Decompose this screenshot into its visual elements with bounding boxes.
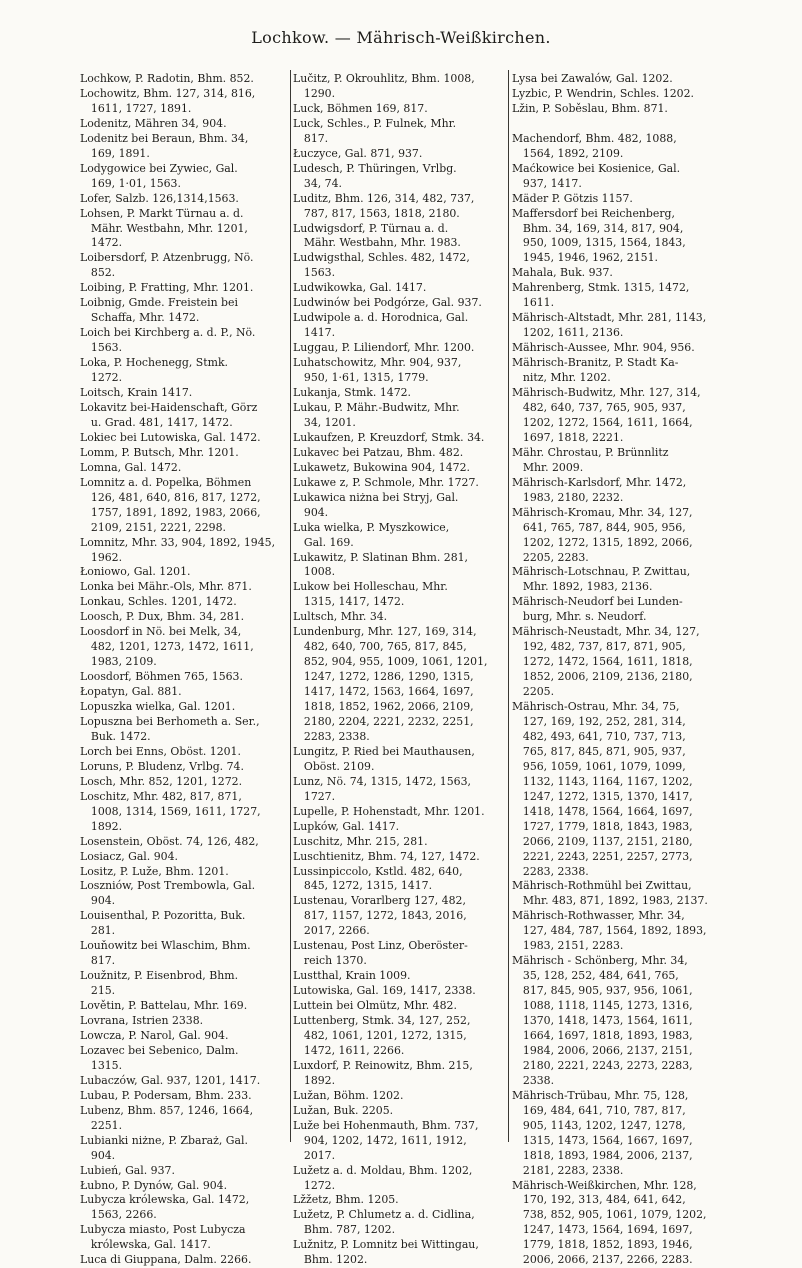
index-line: Lužnitz, P. Lomnitz bei Wittingau,	[293, 1238, 479, 1252]
index-line: Mährisch-Aussee, Mhr. 904, 956.	[512, 341, 695, 355]
index-line: Mährisch-Rothwasser, Mhr. 34,	[512, 909, 685, 923]
index-line: Luca di Giuppana, Dalm. 2266.	[80, 1253, 252, 1267]
index-line: Lustenau, Post Linz, Oberöster-	[293, 939, 468, 953]
index-line: 852.	[80, 266, 116, 280]
index-line: 2205, 2283.	[512, 550, 589, 564]
index-line: 2066, 2109, 1137, 2151, 2180,	[512, 834, 693, 848]
index-line: Loszniów, Post Trembowla, Gal.	[80, 879, 256, 893]
page-title: Lochkow. — Mährisch-Weißkirchen.	[251, 28, 551, 47]
index-line: Mährisch-Branitz, P. Stadt Ka-	[512, 356, 679, 370]
index-line: Loich bei Kirchberg a. d. P., Nö.	[80, 326, 256, 340]
index-line: 482, 493, 641, 710, 737, 713,	[512, 729, 686, 743]
index-line: Luttein bei Olmütz, Mhr. 482.	[293, 999, 457, 1013]
index-line: Lukau, P. Mähr.-Budwitz, Mhr.	[293, 400, 460, 414]
index-line: 1563.	[80, 341, 123, 355]
index-line: Machendorf, Bhm. 482, 1088,	[512, 131, 677, 145]
index-line: Lužetz a. d. Moldau, Bhm. 1202,	[293, 1163, 473, 1177]
index-line: Lubianki niżne, P. Zbaraż, Gal.	[80, 1133, 248, 1147]
index-line: Mährisch-Budwitz, Mhr. 127, 314,	[512, 386, 701, 400]
index-line: Lustenau, Vorarlberg 127, 482,	[293, 894, 466, 908]
index-line: Łopatyn, Gal. 881.	[80, 685, 182, 699]
index-line: Lupków, Gal. 1417.	[293, 819, 400, 833]
index-line: 2205.	[512, 685, 555, 699]
index-line: 817.	[80, 954, 116, 968]
index-line: 904, 1202, 1472, 1611, 1912,	[293, 1133, 467, 1147]
index-line: 1983, 2180, 2232.	[512, 490, 624, 504]
index-line: 482, 640, 737, 765, 905, 937,	[512, 400, 686, 414]
index-line: Maćkowice bei Kosienice, Gal.	[512, 161, 681, 175]
index-line: Lubau, P. Podersam, Bhm. 233.	[80, 1088, 252, 1102]
index-line: 1984, 2006, 2066, 2137, 2151,	[512, 1043, 693, 1057]
index-line: 2221, 2243, 2251, 2257, 2773,	[512, 849, 693, 863]
index-line: 1779, 1818, 1852, 1893, 1946,	[512, 1238, 693, 1252]
index-line: Luttenberg, Stmk. 34, 127, 252,	[293, 1014, 471, 1028]
index-line: Lubaczów, Gal. 937, 1201, 1417.	[80, 1073, 261, 1087]
index-line: 1290.	[293, 86, 336, 100]
index-line: 1247, 1272, 1315, 1370, 1417,	[512, 789, 693, 803]
index-line: Loruns, P. Bludenz, Vrlbg. 74.	[80, 759, 244, 773]
index-line: Lustthal, Krain 1009.	[293, 969, 411, 983]
index-line: 34, 1201.	[293, 415, 356, 429]
index-line: 1315, 1473, 1564, 1667, 1697,	[512, 1133, 693, 1147]
index-line: 215.	[80, 984, 116, 998]
index-line: Luck, Schles., P. Fulnek, Mhr.	[293, 116, 457, 130]
index-line: Lžin, P. Soběslau, Bhm. 871.	[512, 101, 668, 115]
index-line: Mährisch - Schönberg, Mhr. 34,	[512, 954, 688, 968]
index-line: Mährisch-Lotschnau, P. Zwittau,	[512, 565, 691, 579]
index-line: Lukawetz, Bukowina 904, 1472.	[293, 460, 470, 474]
index-line: Lodygowice bei Zywiec, Gal.	[80, 161, 238, 175]
index-line: Louňowitz bei Wlaschim, Bhm.	[80, 939, 251, 953]
index-line: 1315.	[80, 1058, 123, 1072]
index-line: Maffersdorf bei Reichenberg,	[512, 206, 675, 220]
index-line: 482, 640, 700, 765, 817, 845,	[293, 640, 467, 654]
index-line: 1892.	[80, 819, 123, 833]
index-line: Mährisch-Neudorf bei Lunden-	[512, 595, 683, 609]
index-line: Lukawitz, P. Slatinan Bhm. 281,	[293, 550, 469, 564]
index-line: Mährisch-Kromau, Mhr. 34, 127,	[512, 505, 693, 519]
index-line: Lochowitz, Bhm. 127, 314, 816,	[80, 86, 256, 100]
index-line: Bhm. 1202.	[293, 1253, 368, 1267]
index-line: Mährisch-Altstadt, Mhr. 281, 1143,	[512, 311, 707, 325]
index-line: Luhatschowitz, Mhr. 904, 937,	[293, 356, 462, 370]
index-line: 1202, 1272, 1315, 1892, 2066,	[512, 535, 693, 549]
index-line: Lutowiska, Gal. 169, 1417, 2338.	[293, 984, 476, 998]
index-line	[512, 117, 757, 132]
index-line: 1272.	[80, 371, 123, 385]
index-line: 765, 817, 845, 871, 905, 937,	[512, 744, 686, 758]
index-line: 817.	[293, 131, 329, 145]
index-line: 1472, 1611, 2266.	[293, 1043, 405, 1057]
index-line: 641, 765, 787, 844, 905, 956,	[512, 520, 686, 534]
index-line: 127, 169, 192, 252, 281, 314,	[512, 714, 686, 728]
index-line: 169, 1891.	[80, 146, 150, 160]
index-line: Mährisch-Neustadt, Mhr. 34, 127,	[512, 625, 700, 639]
index-line: 169, 1·01, 1563.	[80, 176, 181, 190]
index-line: Lžžetz, Bhm. 1205.	[293, 1193, 399, 1207]
index-line: Bhm. 787, 1202.	[293, 1223, 396, 1237]
index-line: Loosdorf in Nö. bei Melk, 34,	[80, 625, 242, 639]
index-line: 170, 192, 313, 484, 641, 642,	[512, 1193, 686, 1207]
index-line: Loosch, P. Dux, Bhm. 34, 281.	[80, 610, 245, 624]
index-line: 1132, 1143, 1164, 1167, 1202,	[512, 774, 693, 788]
index-line: 126, 481, 640, 816, 817, 1272,	[80, 490, 261, 504]
index-line: 1563, 2266.	[80, 1208, 157, 1222]
index-line: Lukow bei Holleschau, Mhr.	[293, 580, 448, 594]
index-line: 845, 1272, 1315, 1417.	[293, 879, 433, 893]
index-line: 904.	[80, 1148, 116, 1162]
index-line: u. Grad. 481, 1417, 1472.	[80, 415, 233, 429]
index-line: Lokavitz bei-Haidenschaft, Görz	[80, 400, 258, 414]
index-line: 1088, 1118, 1145, 1273, 1316,	[512, 999, 693, 1013]
index-line: 1370, 1418, 1473, 1564, 1611,	[512, 1014, 693, 1028]
index-line: Lužan, Buk. 2205.	[293, 1103, 394, 1117]
index-line: Lubenz, Bhm. 857, 1246, 1664,	[80, 1103, 254, 1117]
index-line: Lubycza królewska, Gal. 1472,	[80, 1193, 250, 1207]
index-line: 1983, 2109.	[80, 655, 157, 669]
index-line: Lunz, Nö. 74, 1315, 1472, 1563,	[293, 774, 471, 788]
index-line: 2338.	[512, 1073, 555, 1087]
index-line: 2017, 2266.	[293, 924, 370, 938]
index-line: 1202, 1611, 2136.	[512, 326, 624, 340]
index-line: Luschitz, Mhr. 215, 281.	[293, 834, 428, 848]
index-line: Lozavec bei Sebenico, Dalm.	[80, 1043, 239, 1057]
index-line: Lužan, Böhm. 1202.	[293, 1088, 404, 1102]
index-line: Lodenitz, Mähren 34, 904.	[80, 116, 227, 130]
index-line: 35, 128, 252, 484, 641, 765,	[512, 969, 679, 983]
index-line: Bhm. 34, 169, 314, 817, 904,	[512, 221, 684, 235]
index-line: Losiacz, Gal. 904.	[80, 849, 178, 863]
index-line: Lowcza, P. Narol, Gal. 904.	[80, 1029, 229, 1042]
index-line: 1727.	[293, 789, 336, 803]
index-line: 34, 74.	[293, 176, 342, 190]
index-line: Lodenitz bei Beraun, Bhm. 34,	[80, 131, 249, 145]
index-line: 1757, 1891, 1892, 1983, 2066,	[80, 505, 261, 519]
index-line: Lovrana, Istrien 2338.	[80, 1014, 204, 1028]
index-line: Louisenthal, P. Pozoritta, Buk.	[80, 909, 246, 923]
index-line: Łoniowo, Gal. 1201.	[80, 565, 191, 579]
index-line: 2109, 2151, 2221, 2298.	[80, 520, 226, 534]
index-line: 1417.	[293, 326, 336, 340]
index-column-left	[80, 72, 318, 1268]
index-line: Ludwigsthal, Schles. 482, 1472,	[293, 251, 470, 265]
index-line: Mhr. 1892, 1983, 2136.	[512, 580, 653, 594]
index-line: 2180, 2204, 2221, 2232, 2251,	[293, 714, 474, 728]
index-line: Lučitz, P. Okrouhlitz, Bhm. 1008,	[293, 72, 475, 85]
index-line: Lopuszna bei Berhometh a. Ser.,	[80, 714, 260, 728]
index-line: 950, 1009, 1315, 1564, 1843,	[512, 236, 686, 250]
index-line: 1563.	[293, 266, 336, 280]
index-line: Lysa bei Zawalów, Gal. 1202.	[512, 72, 673, 85]
index-line: 1417, 1472, 1563, 1664, 1697,	[293, 685, 474, 699]
index-line: Mähr. Westbahn, Mhr. 1201,	[80, 221, 248, 235]
index-line: Mährisch-Ostrau, Mhr. 34, 75,	[512, 700, 680, 714]
index-line: 1664, 1697, 1818, 1893, 1983,	[512, 1029, 693, 1042]
index-line: Lukanja, Stmk. 1472.	[293, 386, 412, 400]
index-line: 787, 817, 1563, 1818, 2180.	[293, 206, 460, 220]
index-line: Loitsch, Krain 1417.	[80, 386, 193, 400]
index-line: Lositz, P. Luže, Bhm. 1201.	[80, 864, 229, 878]
index-line: Ludwinów bei Podgórze, Gal. 937.	[293, 296, 482, 310]
index-line: Loibing, P. Fratting, Mhr. 1201.	[80, 281, 254, 295]
index-line: 904.	[293, 505, 329, 519]
index-line: reich 1370.	[293, 954, 367, 968]
index-line: Lussinpiccolo, Kstld. 482, 640,	[293, 864, 463, 878]
index-line: Ludwikowka, Gal. 1417.	[293, 281, 427, 295]
index-line: Mährisch-Rothmühl bei Zwittau,	[512, 879, 692, 893]
index-column-right	[512, 72, 757, 1268]
index-line: 1611.	[512, 296, 555, 310]
index-line: Loibersdorf, P. Atzenbrugg, Nö.	[80, 251, 254, 265]
index-line: 127, 484, 787, 1564, 1892, 1893,	[512, 924, 707, 938]
index-line: Lofer, Salzb. 126,1314,1563.	[80, 191, 239, 205]
index-line: Lomna, Gal. 1472.	[80, 460, 182, 474]
index-line: 1247, 1473, 1564, 1694, 1697,	[512, 1223, 693, 1237]
index-line: Loosdorf, Böhmen 765, 1563.	[80, 670, 243, 684]
index-line: 2283, 2338.	[512, 864, 589, 878]
index-line: Lochkow, P. Radotin, Bhm. 852.	[80, 72, 254, 85]
index-line: Lovětin, P. Battelau, Mhr. 169.	[80, 999, 248, 1013]
index-line: Mhr. 483, 871, 1892, 1983, 2137.	[512, 894, 708, 908]
index-line: 817, 1157, 1272, 1843, 2016,	[293, 909, 467, 923]
index-line: Lužetz, P. Chlumetz a. d. Cidlina,	[293, 1208, 475, 1222]
index-line: 956, 1059, 1061, 1079, 1099,	[512, 759, 686, 773]
index-line: 482, 1201, 1273, 1472, 1611,	[80, 640, 254, 654]
index-line: 950, 1·61, 1315, 1779.	[293, 371, 429, 385]
index-line: Buk. 1472.	[80, 729, 151, 743]
index-line: 905, 1143, 1202, 1247, 1278,	[512, 1118, 686, 1132]
index-line: Lomnitz, Mhr. 33, 904, 1892, 1945,	[80, 535, 276, 549]
index-line: Lubień, Gal. 937.	[80, 1163, 175, 1177]
index-line: Lukavec bei Patzau, Bhm. 482.	[293, 445, 464, 459]
index-line: Luggau, P. Liliendorf, Mhr. 1200.	[293, 341, 475, 355]
index-line: Lultsch, Mhr. 34.	[293, 610, 388, 624]
index-line: królewska, Gal. 1417.	[80, 1238, 211, 1252]
index-line: 1272.	[293, 1178, 336, 1192]
index-line: 1008, 1314, 1569, 1611, 1727,	[80, 804, 261, 818]
index-line: Lonkau, Schles. 1201, 1472.	[80, 595, 237, 609]
index-line: Lupelle, P. Hohenstadt, Mhr. 1201.	[293, 804, 485, 818]
index-line: Loschitz, Mhr. 482, 817, 871,	[80, 789, 242, 803]
index-line: Lyzbic, P. Wendrin, Schles. 1202.	[512, 86, 695, 100]
index-line: 1818, 1852, 1962, 2066, 2109,	[293, 700, 474, 714]
index-line: nitz, Mhr. 1202.	[512, 371, 611, 385]
index-line: Lubycza miasto, Post Lubycza	[80, 1223, 246, 1237]
index-line: 1247, 1272, 1286, 1290, 1315,	[293, 670, 474, 684]
index-line: Lukaufzen, P. Kreuzdorf, Stmk. 34.	[293, 430, 485, 444]
index-line: 1272, 1472, 1564, 1611, 1818,	[512, 655, 693, 669]
index-line: Mahrenberg, Stmk. 1315, 1472,	[512, 281, 690, 295]
index-line: 1472.	[80, 236, 123, 250]
index-line: Luže bei Hohenmauth, Bhm. 737,	[293, 1118, 479, 1132]
index-line: 1202, 1272, 1564, 1611, 1664,	[512, 415, 693, 429]
index-line: 1315, 1417, 1472.	[293, 595, 405, 609]
index-line: Luck, Böhmen 169, 817.	[293, 101, 428, 115]
index-line: burg, Mhr. s. Neudorf.	[512, 610, 647, 624]
index-line: 2017.	[293, 1148, 336, 1162]
index-line: 2283, 2338.	[293, 729, 370, 743]
index-line: 1697, 1818, 2221.	[512, 430, 624, 444]
index-line: Loužnitz, P. Eisenbrod, Bhm.	[80, 969, 239, 983]
index-column-middle	[293, 72, 505, 1268]
index-line: Oböst. 2109.	[293, 759, 375, 773]
index-line: 192, 482, 737, 817, 871, 905,	[512, 640, 686, 654]
index-line: 1564, 1892, 2109.	[512, 146, 624, 160]
index-line: Lundenburg, Mhr. 127, 169, 314,	[293, 625, 477, 639]
index-line: Loibnig, Gmde. Freistein bei	[80, 296, 238, 310]
index-line: 1727, 1779, 1818, 1843, 1983,	[512, 819, 693, 833]
index-line: Ludwigsdorf, P. Türnau a. d.	[293, 221, 449, 235]
index-line: 482, 1061, 1201, 1272, 1315,	[293, 1029, 467, 1042]
index-line: 1418, 1478, 1564, 1664, 1697,	[512, 804, 693, 818]
index-line: 2181, 2283, 2338.	[512, 1163, 624, 1177]
index-line: 1852, 2006, 2109, 2136, 2180,	[512, 670, 693, 684]
index-line: Łuczyce, Gal. 871, 937.	[293, 146, 423, 160]
index-line: 1945, 1946, 1962, 2151.	[512, 251, 658, 265]
index-line: Luxdorf, P. Reinowitz, Bhm. 215,	[293, 1058, 473, 1072]
index-line: 1892.	[293, 1073, 336, 1087]
index-line: Lopuszka wielka, Gal. 1201.	[80, 700, 236, 714]
index-line: Mhr. 2009.	[512, 460, 584, 474]
column-divider-right	[508, 70, 509, 1142]
index-line: 2006, 2066, 2137, 2266, 2283.	[512, 1253, 693, 1267]
index-line: 852, 904, 955, 1009, 1061, 1201,	[293, 655, 488, 669]
index-line: Lorch bei Enns, Oböst. 1201.	[80, 744, 241, 758]
index-line: Luschtienitz, Bhm. 74, 127, 1472.	[293, 849, 480, 863]
index-line: Ludwipole a. d. Horodnica, Gal.	[293, 311, 469, 325]
index-line: Lohsen, P. Markt Türnau a. d.	[80, 206, 244, 220]
index-line: Luka wielka, P. Myszkowice,	[293, 520, 450, 534]
index-line: Gal. 169.	[293, 535, 354, 549]
index-line: 1818, 1893, 1984, 2006, 2137,	[512, 1148, 693, 1162]
index-line: Mähr. Westbahn, Mhr. 1983.	[293, 236, 461, 250]
index-line: Lukawe z, P. Schmole, Mhr. 1727.	[293, 475, 479, 489]
index-line: Mährisch-Karlsdorf, Mhr. 1472,	[512, 475, 687, 489]
index-line: Mährisch-Trübau, Mhr. 75, 128,	[512, 1088, 689, 1102]
index-line: Mahala, Buk. 937.	[512, 266, 613, 280]
index-line: Lomnitz a. d. Popelka, Böhmen	[80, 475, 252, 489]
index-line: 1983, 2151, 2283.	[512, 939, 624, 953]
index-line: 169, 484, 641, 710, 787, 817,	[512, 1103, 686, 1117]
index-line: Lungitz, P. Ried bei Mauthausen,	[293, 744, 475, 758]
index-line: 817, 845, 905, 937, 956, 1061,	[512, 984, 693, 998]
index-line: Lukawica niżna bei Stryj, Gal.	[293, 490, 459, 504]
index-line: 2180, 2221, 2243, 2273, 2283,	[512, 1058, 693, 1072]
index-line: Schaffa, Mhr. 1472.	[80, 311, 200, 325]
index-line: Losenstein, Oböst. 74, 126, 482,	[80, 834, 259, 848]
index-line: 1962.	[80, 550, 123, 564]
index-line: Łubno, P. Dynów, Gal. 904.	[80, 1178, 228, 1192]
index-line: Mähr. Chrostau, P. Brünnlitz	[512, 445, 669, 459]
index-line: 281.	[80, 924, 116, 938]
index-line: Loka, P. Hochenegg, Stmk.	[80, 356, 229, 370]
index-line: 937, 1417.	[512, 176, 582, 190]
index-line: Losch, Mhr. 852, 1201, 1272.	[80, 774, 243, 788]
index-line: 2251.	[80, 1118, 123, 1132]
index-line: Ludesch, P. Thüringen, Vrlbg.	[293, 161, 457, 175]
index-line: 1008.	[293, 565, 336, 579]
index-line: 904.	[80, 894, 116, 908]
index-line: 1611, 1727, 1891.	[80, 101, 192, 115]
index-line: Lokiec bei Lutowiska, Gal. 1472.	[80, 430, 261, 444]
index-line: Luditz, Bhm. 126, 314, 482, 737,	[293, 191, 475, 205]
index-line: Lonka bei Mähr.-Ols, Mhr. 871.	[80, 580, 252, 594]
index-line: Lomm, P. Butsch, Mhr. 1201.	[80, 445, 239, 459]
index-line: Mährisch-Weißkirchen, Mhr. 128,	[512, 1178, 697, 1192]
index-line: Mäder P. Götzis 1157.	[512, 191, 633, 205]
index-line: 738, 852, 905, 1061, 1079, 1202,	[512, 1208, 707, 1222]
